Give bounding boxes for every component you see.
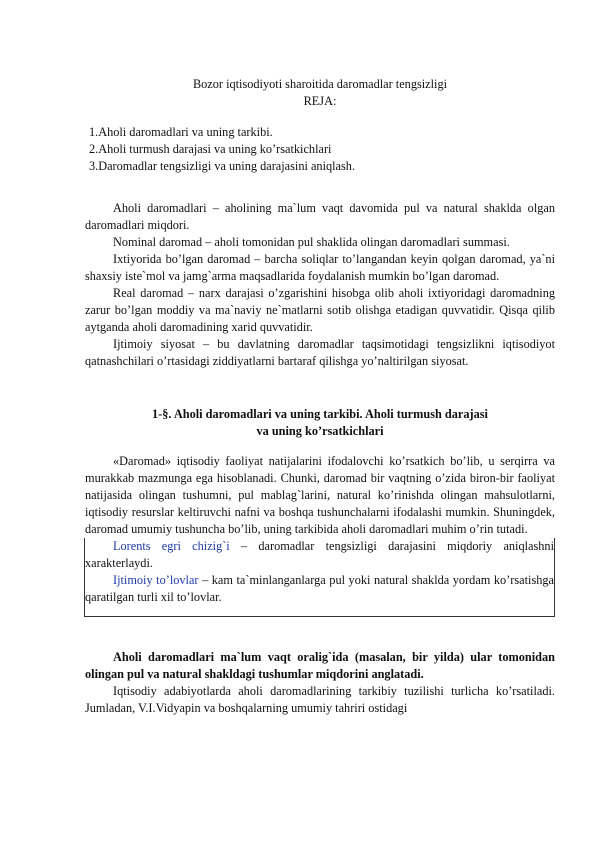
- plan-item: 2.Aholi turmush darajasi va uning ko’rsatkichlari: [89, 142, 332, 156]
- paragraph: Real daromad – narx darajasi o’zgarishini hisobga olib aholi ixtiyoridagi daromadning zarur bo’lgan moddiy va ma`naviy ne`matlarni sotib olishga etadigan quvvatidir. Qisqa qilib aytganda aholi daromadining xarid quvvatidir.: [85, 286, 555, 334]
- section-heading-line: va uning ko’rsatkichlari: [256, 424, 384, 438]
- document-title: Bozor iqtisodiyoti sharoitida daromadlar tengsizligi: [192, 77, 448, 91]
- paragraph: Aholi daromadlari – aholining ma`lum vaqt davomida pul va natural shaklda olgan daromadlari miqdori.: [85, 201, 555, 232]
- section-heading-line: 1-§. Aholi daromadlari va uning tarkibi. Aholi turmush darajasi: [152, 407, 488, 421]
- definition-term: Ijtimoiy to’lovlar: [113, 573, 199, 587]
- bold-paragraph: Aholi daromadlari ma`lum vaqt oralig`ida (masalan, bir yilda) ular tomonidan olingan pul va natural shakldagi tushumlar miqdorini anglatadi.: [85, 650, 555, 681]
- paragraph: Ijtimoiy siyosat – bu davlatning daromadlar taqsimotidagi tengsizlikni iqtisodiyot qatnashchilari o’rtasidagi ziddiyatlarni bartaraf qilishga yo’naltirilgan siyosat.: [85, 337, 555, 368]
- paragraph: Ixtiyorida bo’lgan daromad – barcha soliqlar to’langandan keyin qolgan daromad, ya`ni shaxsiy iste`mol va jamg`arma maqsadlarida foydalanish mumkin bo’lgan daromad.: [85, 252, 555, 283]
- document-page: [85, 76, 555, 717]
- plan-item: 1.Aholi daromadlari va uning tarkibi.: [89, 125, 273, 139]
- section-heading: [85, 406, 555, 440]
- plan-label: REJA:: [303, 94, 337, 108]
- paragraph: Nominal daromad – aholi tomonidan pul shaklida olingan daromadlari summasi.: [113, 235, 510, 249]
- last-paragraph: Iqtisodiy adabiyotlarda aholi daromadlarining tarkibiy tuzilishi turlicha ko’rsatiladi. Jumladan, V.I.Vidyapin va boshqalarning umumiy tahriri ostidagi: [85, 684, 555, 715]
- definition-term: Lorents egri chizig`i: [113, 539, 230, 553]
- definition-item: [85, 572, 554, 606]
- intro-section: [85, 200, 555, 370]
- definition-item: [85, 538, 554, 572]
- definition-box: [84, 538, 555, 617]
- plan-list: [89, 124, 555, 175]
- definition-text: – kam ta`minlanganlarga pul yoki natural shaklda yordam ko’rsatishga qaratilgan turli xil to’lovlar.: [85, 573, 554, 604]
- definition-text: – daromadlar tengsizligi darajasini miqdoriy aniqlashni xarakterlaydi.: [85, 539, 554, 570]
- plan-item: 3.Daromadlar tengsizligi va uning darajasini aniqlash.: [89, 159, 356, 173]
- section-paragraph: «Daromad» iqtisodiy faoliyat natijalarini ifodalovchi ko’rsatkich bo’lib, u serqirra va murakkab mazmunga ega hisoblanadi. Chunki, daromad bir vaqtning o’zida biron-bir faoliyat natijasida olingan tushumni, pul mablag`larini, natural ko’rinishda olingan mahsulotlarni, iqtisodiy resurslar keltiruvchi nafni va boshqa tushunchalarni ifodalashi mumkin. Shuningdek, daromad umumiy tushuncha bo’lib, uning tarkibida aholi daromadlari muhim o’rin tutadi.: [85, 454, 555, 536]
